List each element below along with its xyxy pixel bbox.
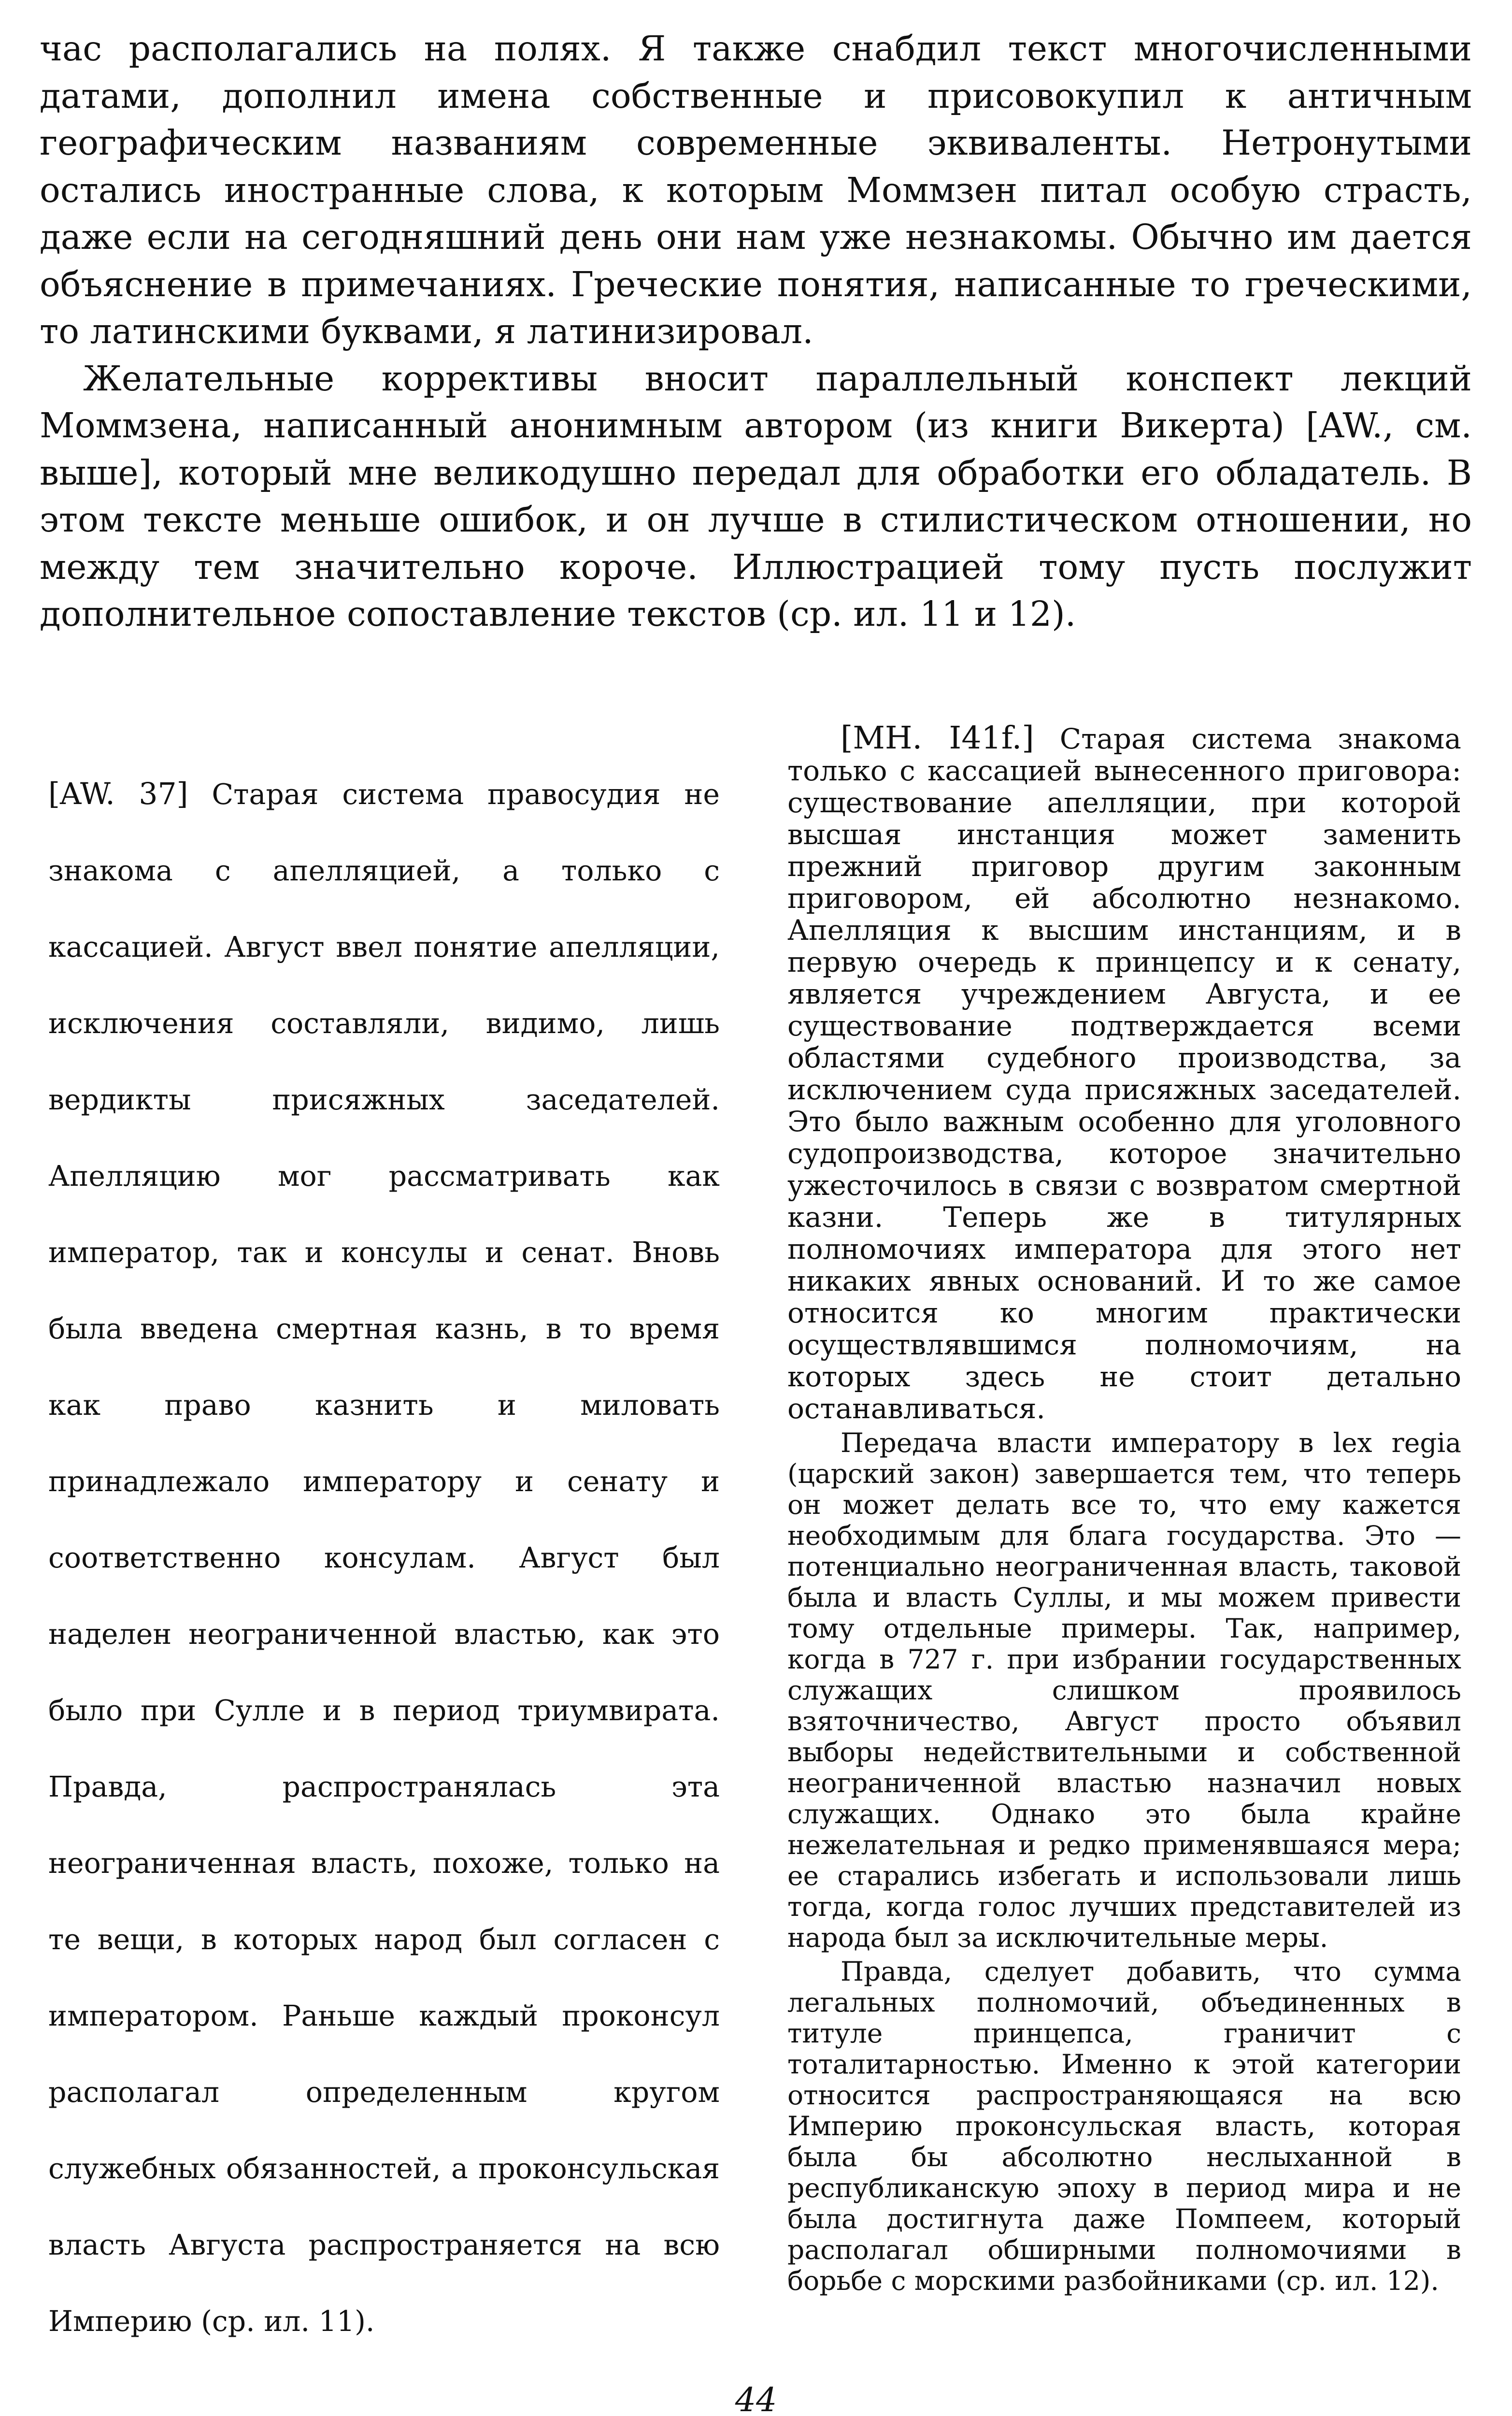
left-column-paragraph: [48, 756, 720, 2359]
right-column-paragraph-3: Правда, сделует добавить, что сумма легальных полномочий, объединенных в титуле принцепса, граничит с тоталитарностью. Именно к этой категории относится распространяющаяся на всю Империю проконсульская власть, которая была бы абсолютно неслыханной в республиканскую эпоху в период мира и не была достигнута даже Помпеем, который располагал обширными полномочиями в борьбе с морскими разбойниками (ср. ил. 12).: [787, 1956, 1461, 2296]
mh-text-1: Старая система знакома только с кассацией вынесенного приговора: существование апелляции, при которой высшая инстанция может заменить прежний приговор другим законным приговором, ей абсолютно незнакомо. Апелляция к высшим инстанциям, и в первую очередь к принцепсу и к сенату, является учреждением Августа, и ее существование подтверждается всеми областями судебного производства, за исключением суда присяжных заседателей. Это было важным особенно для уголовного судопроизводства, которое значительно ужесточилось в связи с возвратом смертной казни. Теперь же в титулярных полномочиях императора для этого нет никаких явных оснований. И то же самое относится ко многим практически осуществлявшимся полномочиям, на которых здесь не стоит детально останавливаться.: [787, 722, 1461, 1425]
aw-text: Старая система правосудия не знакома с апелляцией, а только с кассацией. Август ввел понятие апелляции, исключения составляли, видимо, лишь вердикты присяжных заседателей. Апелляцию мог рассматривать как император, так и консулы и сенат. Вновь была введена смертная казнь, в то время как право казнить и миловать принадлежало императору и сенату и соответственно консулам. Август был наделен неограниченной властью, как это было при Сулле и в период триумвирата. Правда, распространялась эта неограниченная власть, похоже, только на те вещи, в которых народ был согласен с императором. Раньше каждый проконсул располагал определенным кругом служебных обязанностей, а проконсульская власть Августа распространяется на всю Империю (ср. ил. 11).: [48, 778, 720, 2338]
right-column-mh: [787, 722, 1461, 2296]
left-column-aw: [48, 756, 720, 2359]
page-number: 44: [735, 2381, 777, 2416]
intro-paragraph-2: Желательные коррективы вносит параллельный конспект лекций Моммзена, написанный анонимным автором (из книги Викерта) [AW., см. выше], который мне великодушно передал для обработки его обладатель. В этом тексте меньше ошибок, и он лучше в стилистическом отношении, но между тем значительно короче. Иллюстрацией тому пусть послужит дополнительное сопоставление текстов (ср. ил. 11 и 12).: [40, 358, 1472, 634]
mh-reference: [MH. I41f.]: [841, 720, 1034, 756]
right-column-paragraph-1: [787, 722, 1461, 1424]
intro-text: [40, 25, 1472, 638]
right-column-paragraph-2: Передача власти императору в lex regia (царский закон) завершается тем, что теперь он может делать все то, что ему кажется необходимым для блага государства. Это — потенциально неограниченная власть, таковой была и власть Суллы, и мы можем привести тому отдельные примеры. Так, например, когда в 727 г. при избрании государственных служащих слишком проявилось взяточничество, Август просто объявил выборы недействительными и собственной неограниченной властью назначил новых служащих. Однако это была крайне нежелательная и редко применявшаяся мера; ее старались избегать и использовали лишь тогда, когда голос лучших представителей из народа был за исключительные меры.: [787, 1427, 1461, 1953]
intro-paragraph-1: час располагались на полях. Я также снабдил текст многочисленными датами, дополнил имена собственные и присовокупил к античным географическим названиям современные эквиваленты. Нетронутыми остались иностранные слова, к которым Моммзен питал особую страсть, даже если на сегодняшний день они нам уже незнакомы. Обычно им дается объяснение в примечаниях. Греческие понятия, написанные то греческими, то латинскими буквами, я латинизировал.: [40, 29, 1472, 351]
aw-reference: [AW. 37]: [48, 777, 188, 811]
